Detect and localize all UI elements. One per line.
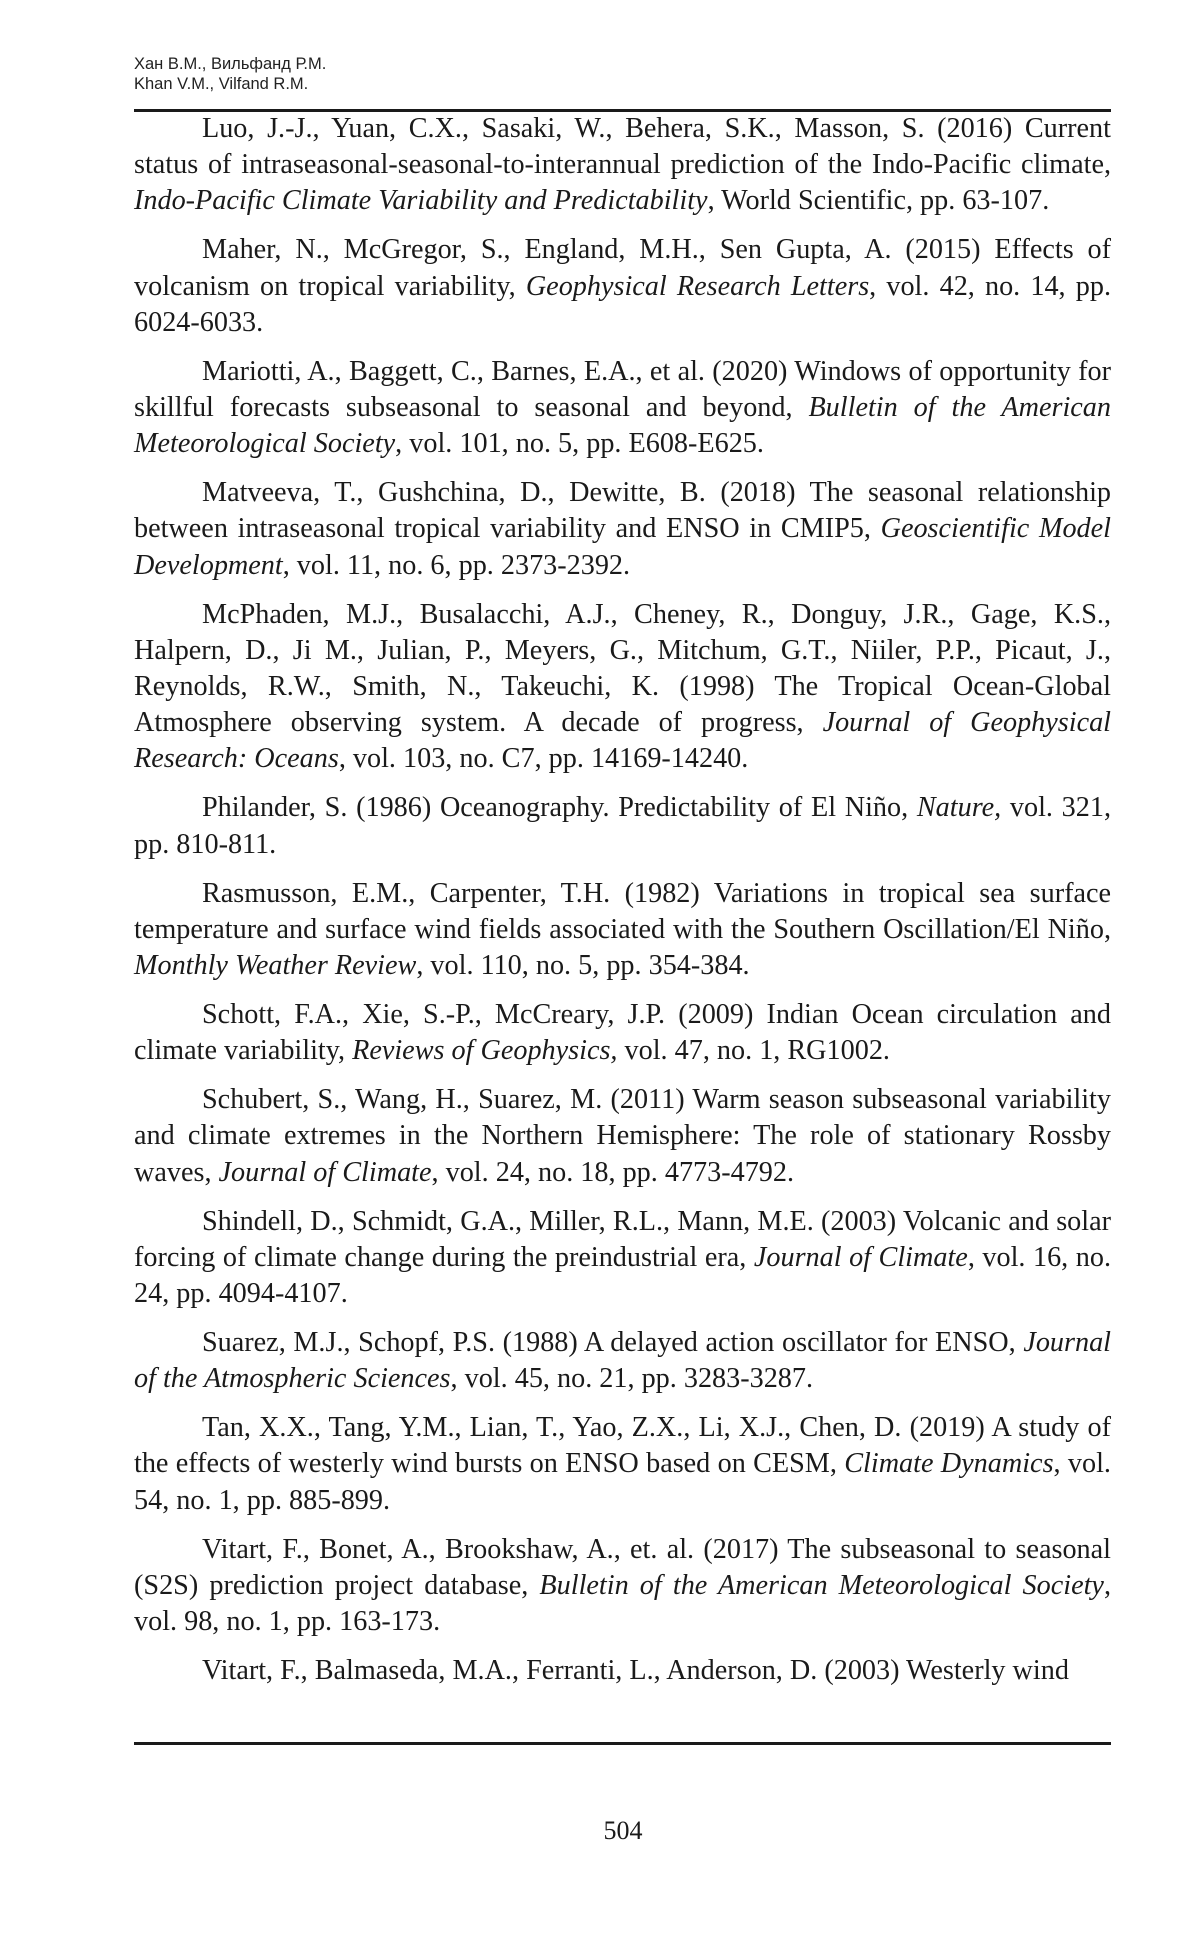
reference-venue: Reviews of Geophysics, xyxy=(352,1035,618,1067)
reference-details: vol. 321, pp. 810-811. xyxy=(134,792,1111,860)
reference-text: Shindell, D., Schmidt, G.A., Miller, R.L., Mann, M.E. (2003) Volcanic and solar forcing of climate change during the preindustrial era, xyxy=(134,1205,1111,1273)
reference-item xyxy=(134,790,1111,862)
reference-details: , vol. 101, no. 5, pp. E608-E625. xyxy=(395,428,764,460)
reference-text: Tan, X.X., Tang, Y.M., Lian, T., Yao, Z.X., Li, X.J., Chen, D. (2019) A study of the effects of westerly wind bursts on ENSO based on CESM, xyxy=(134,1412,1111,1480)
reference-text: McPhaden, M.J., Busalacchi, A.J., Cheney, R., Donguy, J.R., Gage, K.S., Halpern, D., Ji M., Julian, P., Meyers, G., Mitchum, G.T., Niiler, P.P., Picaut, J., Reynolds, R.W., Smith, N., Takeuchi, K. (1998) The Tropical Ocean-Global Atmosphere observing system. A decade of progress, xyxy=(134,598,1111,739)
reference-text: Schubert, S., Wang, H., Suarez, M. (2011) Warm season subseasonal variability and climate extremes in the Northern Hemisphere: The role of stationary Rossby waves, xyxy=(134,1084,1111,1188)
reference-venue: Indo-Pacific Climate Variability and Predictability xyxy=(134,185,708,217)
reference-text: Vitart, F., Balmaseda, M.A., Ferranti, L., Anderson, D. (2003) Westerly wind xyxy=(202,1655,1069,1687)
reference-venue: Journal of Climate xyxy=(218,1156,432,1188)
reference-details: , vol. 11, no. 6, pp. 2373-2392. xyxy=(282,549,631,581)
reference-text: Vitart, F., Bonet, A., Brookshaw, A., et. al. (2017) The subseasonal to seasonal (S2S) prediction project database, xyxy=(134,1533,1111,1601)
header-authors-en: Khan V.M., Vilfand R.M. xyxy=(134,75,309,93)
reference-item xyxy=(134,997,1111,1069)
reference-item xyxy=(134,1082,1111,1191)
reference-item xyxy=(134,232,1111,341)
reference-details: , vol. 45, no. 21, pp. 3283-3287. xyxy=(450,1363,814,1395)
reference-text: Philander, S. (1986) Oceanography. Predictability of El Niño, xyxy=(202,792,917,824)
reference-details: , vol. 54, no. 1, pp. 885-899. xyxy=(134,1448,1111,1516)
reference-venue: Journal of Climate xyxy=(753,1241,968,1273)
reference-venue: Climate Dynamics xyxy=(844,1448,1054,1480)
reference-list xyxy=(134,111,1111,1689)
reference-details: vol. 47, no. 1, RG1002. xyxy=(617,1035,890,1067)
reference-text: Suarez, M.J., Schopf, P.S. (1988) A delayed action oscillator for ENSO, xyxy=(202,1327,1024,1359)
reference-item xyxy=(134,475,1111,584)
reference-venue: Journal of Geophysical Research: Oceans xyxy=(134,707,1112,775)
reference-item xyxy=(134,1204,1111,1313)
reference-venue: Monthly Weather Review xyxy=(134,950,417,982)
reference-item xyxy=(134,1653,1111,1689)
reference-text: Maher, N., McGregor, S., England, M.H., Sen Gupta, A. (2015) Effects of volcanism on tropical variability, xyxy=(134,234,1111,302)
reference-item xyxy=(134,876,1111,985)
reference-item xyxy=(134,1532,1111,1641)
reference-item xyxy=(134,111,1111,220)
reference-details: , vol. 24, no. 18, pp. 4773-4792. xyxy=(431,1156,795,1188)
reference-venue: Bulletin of the American Meteorological Society xyxy=(539,1569,1104,1601)
page-number: 504 xyxy=(603,1816,643,1845)
reference-details: , World Scientific, pp. 63-107. xyxy=(707,185,1050,217)
reference-text: Mariotti, A., Baggett, C., Barnes, E.A., et al. (2020) Windows of opportunity for skillful forecasts subseasonal to seasonal and beyond, xyxy=(134,355,1111,424)
reference-details: , vol. 110, no. 5, pp. 354-384. xyxy=(416,950,750,982)
reference-details: , vol. 98, no. 1, pp. 163-173. xyxy=(134,1569,1111,1638)
reference-venue: Nature, xyxy=(916,792,1002,824)
reference-venue: Geoscientific Model Development xyxy=(134,513,1111,581)
reference-item xyxy=(134,354,1111,463)
reference-details: , vol. 103, no. C7, pp. 14169-14240. xyxy=(338,743,749,775)
reference-text: Schott, F.A., Xie, S.-P., McCreary, J.P. (2009) Indian Ocean circulation and climate variability, xyxy=(134,999,1111,1067)
bottom-rule xyxy=(134,1742,1111,1745)
reference-venue: Bulletin of the American Meteorological Society xyxy=(134,392,1111,460)
reference-text: Luo, J.-J., Yuan, C.X., Sasaki, W., Behera, S.K., Masson, S. (2016) Current status of intraseasonal-seasonal-to-interannual prediction of the Indo-Pacific climate, xyxy=(134,113,1111,181)
running-header xyxy=(134,54,326,94)
reference-text: Matveeva, T., Gushchina, D., Dewitte, B. (2018) The seasonal relationship between intraseasonal tropical variability and ENSO in CMIP5, xyxy=(134,477,1111,545)
reference-venue: Geophysical Research Letters xyxy=(525,270,870,302)
reference-details: , vol. 42, no. 14, pp. 6024-6033. xyxy=(134,270,1111,338)
reference-venue: Journal of the Atmospheric Sciences xyxy=(134,1327,1111,1395)
reference-item xyxy=(134,597,1111,778)
header-authors-ru: Хан В.М., Вильфанд Р.М. xyxy=(134,55,327,73)
reference-details: , vol. 16, no. 24, pp. 4094-4107. xyxy=(134,1241,1111,1310)
reference-text: Rasmusson, E.M., Carpenter, T.H. (1982) Variations in tropical sea surface temperature and surface wind fields associated with the Southern Oscillation/El Niño, xyxy=(134,877,1111,945)
reference-item xyxy=(134,1325,1111,1397)
reference-item xyxy=(134,1410,1111,1519)
